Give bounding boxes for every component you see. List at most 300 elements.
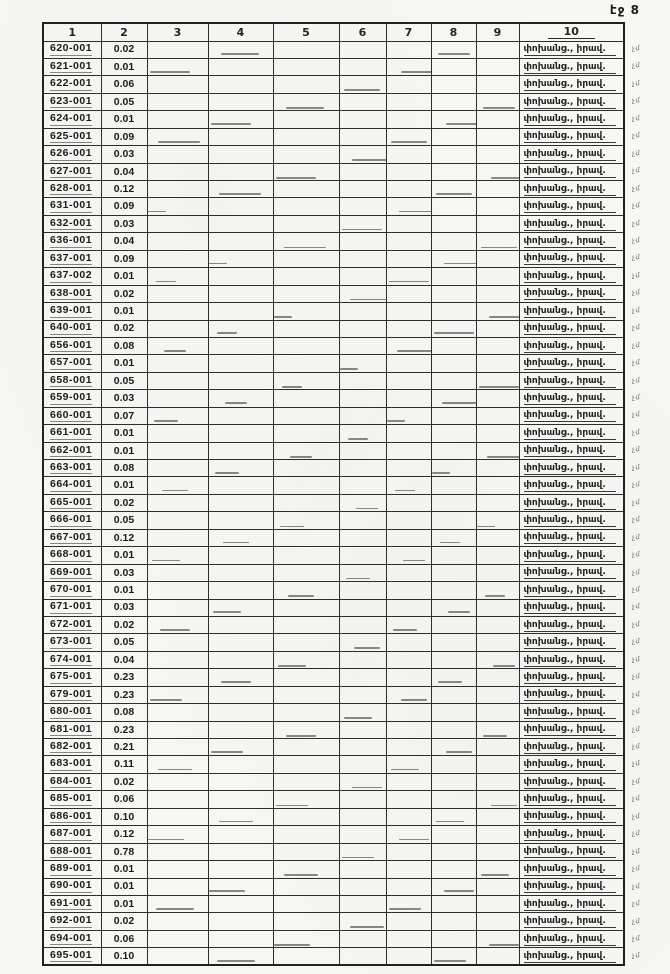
value-text: 0.04 [113, 235, 135, 248]
empty-cell [386, 512, 431, 529]
transfer-right-cell [519, 721, 624, 738]
empty-cell [208, 808, 273, 825]
empty-cell [339, 372, 386, 389]
empty-cell [273, 442, 339, 459]
row-id-cell [43, 843, 101, 860]
empty-cell [208, 76, 273, 93]
value-text: 0.08 [113, 706, 135, 719]
empty-cell [431, 721, 476, 738]
column-header-label: 10 [548, 26, 595, 39]
empty-cell [339, 529, 386, 546]
column-header-8 [431, 23, 476, 41]
scan-artifact-dash [401, 71, 432, 73]
margin-note: չմ [631, 183, 641, 193]
row-id-text: 668-001 [50, 548, 93, 561]
scan-artifact-dash [160, 629, 190, 631]
empty-cell [339, 564, 386, 581]
table-row [43, 634, 624, 651]
row-id-cell [43, 634, 101, 651]
empty-cell [386, 843, 431, 860]
column-header-label: 1 [68, 25, 77, 39]
empty-cell [208, 233, 273, 250]
empty-cell [273, 181, 339, 198]
value-cell [101, 547, 147, 564]
empty-cell [208, 913, 273, 930]
margin-note: չմ [631, 148, 641, 158]
value-text: 0.04 [113, 165, 135, 178]
margin-note: չմ [631, 846, 641, 856]
table-row [43, 390, 624, 407]
empty-cell [386, 93, 431, 110]
value-text: 0.03 [113, 148, 135, 161]
empty-cell [476, 773, 519, 790]
value-text: 0.10 [113, 949, 135, 962]
row-id-cell [43, 111, 101, 128]
empty-cell [147, 477, 208, 494]
transfer-right-text: փոխանց., իրավ. [524, 758, 616, 771]
empty-cell [386, 268, 431, 285]
row-id-cell [43, 477, 101, 494]
row-id-cell [43, 181, 101, 198]
row-id-cell [43, 791, 101, 808]
empty-cell [147, 442, 208, 459]
table-row [43, 355, 624, 372]
scan-artifact-dash [215, 472, 239, 474]
row-id-text: 688-001 [50, 844, 93, 857]
scan-artifact-dash [438, 53, 470, 55]
transfer-right-cell [519, 58, 624, 75]
margin-note: չմ [631, 288, 641, 297]
empty-cell [476, 529, 519, 546]
empty-cell [273, 739, 339, 756]
value-text: 0.02 [113, 43, 135, 56]
empty-cell [147, 686, 208, 703]
empty-cell [208, 303, 273, 320]
empty-cell [273, 320, 339, 337]
value-text: 0.01 [113, 427, 135, 440]
empty-cell [431, 686, 476, 703]
scan-artifact-dash [346, 578, 370, 580]
scan-artifact-dash [276, 177, 316, 179]
margin-note: չմ [631, 462, 641, 472]
empty-cell [339, 320, 386, 337]
empty-cell [431, 93, 476, 110]
empty-cell [273, 285, 339, 302]
scan-artifact-dash [438, 681, 462, 683]
column-header-1 [43, 23, 101, 41]
margin-note: չմ [631, 393, 641, 402]
empty-cell [476, 268, 519, 285]
empty-cell [386, 181, 431, 198]
empty-cell [339, 512, 386, 529]
empty-cell [147, 41, 208, 58]
empty-cell [208, 41, 273, 58]
margin-note: չմ [631, 707, 641, 716]
empty-cell [386, 146, 431, 163]
empty-cell [273, 268, 339, 285]
value-text: 0.03 [113, 392, 135, 405]
transfer-right-cell [519, 390, 624, 407]
empty-cell [339, 303, 386, 320]
value-text: 0.01 [113, 880, 135, 893]
empty-cell [431, 146, 476, 163]
value-cell [101, 686, 147, 703]
table-row [43, 198, 624, 215]
transfer-right-cell [519, 616, 624, 633]
empty-cell [386, 564, 431, 581]
scan-artifact-dash [444, 890, 474, 892]
empty-cell [147, 460, 208, 477]
empty-cell [476, 477, 519, 494]
empty-cell [476, 181, 519, 198]
value-cell [101, 76, 147, 93]
scan-artifact-dash [491, 805, 517, 807]
empty-cell [431, 930, 476, 947]
empty-cell [273, 773, 339, 790]
row-id-cell [43, 721, 101, 738]
margin-note: չմ [631, 637, 641, 646]
scan-artifact-dash [156, 908, 194, 910]
column-header-4 [208, 23, 273, 41]
empty-cell [339, 215, 386, 232]
empty-cell [208, 146, 273, 163]
empty-cell [147, 512, 208, 529]
value-cell [101, 651, 147, 668]
empty-cell [476, 913, 519, 930]
transfer-right-cell [519, 791, 624, 808]
empty-cell [339, 41, 386, 58]
transfer-right-cell [519, 76, 624, 93]
empty-cell [147, 599, 208, 616]
value-cell [101, 721, 147, 738]
margin-note: չմ [631, 550, 641, 559]
scan-artifact-dash [342, 857, 374, 859]
empty-cell [339, 808, 386, 825]
value-text: 0.01 [113, 863, 135, 876]
empty-cell [147, 808, 208, 825]
empty-cell [147, 861, 208, 878]
transfer-right-cell [519, 878, 624, 895]
scan-artifact-dash [399, 211, 432, 213]
margin-note: չմ [631, 79, 641, 88]
scan-artifact-dash [352, 787, 382, 789]
empty-cell [476, 128, 519, 145]
value-text: 0.07 [113, 409, 135, 422]
margin-note: չմ [631, 236, 641, 245]
empty-cell [476, 250, 519, 267]
row-id-text: 666-001 [50, 513, 93, 526]
empty-cell [147, 773, 208, 790]
transfer-right-text: փոխանց., իրավ. [524, 392, 616, 405]
empty-cell [431, 460, 476, 477]
value-cell [101, 582, 147, 599]
scan-artifact-dash [401, 699, 427, 701]
column-header-2 [101, 23, 147, 41]
empty-cell [273, 861, 339, 878]
empty-cell [147, 337, 208, 354]
transfer-right-text: փոխանց., իրավ. [524, 793, 616, 806]
transfer-right-cell [519, 355, 624, 372]
empty-cell [431, 58, 476, 75]
transfer-right-text: փոխանց., իրավ. [524, 741, 616, 754]
empty-cell [339, 843, 386, 860]
transfer-right-cell [519, 930, 624, 947]
row-id-cell [43, 651, 101, 668]
empty-cell [273, 564, 339, 581]
empty-cell [476, 721, 519, 738]
table-row [43, 529, 624, 546]
empty-cell [208, 337, 273, 354]
empty-cell [386, 704, 431, 721]
empty-cell [147, 198, 208, 215]
value-cell [101, 163, 147, 180]
transfer-right-cell [519, 686, 624, 703]
table-row [43, 215, 624, 232]
empty-cell [147, 878, 208, 895]
empty-cell [339, 651, 386, 668]
scan-artifact-dash [487, 456, 520, 458]
value-cell [101, 826, 147, 843]
scan-artifact-dash [154, 420, 178, 422]
empty-cell [431, 739, 476, 756]
row-id-text: 626-001 [50, 147, 93, 160]
transfer-right-text: փոխանց., իրավ. [524, 497, 616, 510]
empty-cell [431, 861, 476, 878]
empty-cell [273, 390, 339, 407]
empty-cell [147, 756, 208, 773]
transfer-right-cell [519, 425, 624, 442]
value-cell [101, 512, 147, 529]
empty-cell [339, 878, 386, 895]
empty-cell [208, 704, 273, 721]
empty-cell [431, 163, 476, 180]
empty-cell [208, 268, 273, 285]
margin-note: չմ [631, 742, 641, 751]
table-row [43, 599, 624, 616]
empty-cell [431, 582, 476, 599]
value-cell [101, 355, 147, 372]
scan-artifact-dash [481, 247, 517, 249]
value-cell [101, 407, 147, 424]
empty-cell [147, 843, 208, 860]
empty-cell [431, 250, 476, 267]
scan-artifact-dash [481, 874, 509, 876]
empty-cell [386, 686, 431, 703]
value-text: 0.01 [113, 60, 135, 73]
table-row [43, 233, 624, 250]
row-id-text: 667-001 [50, 530, 93, 543]
column-header-label: 5 [302, 25, 310, 39]
value-text: 0.02 [113, 496, 135, 509]
empty-cell [431, 233, 476, 250]
transfer-right-text: փոխանց., իրավ. [524, 880, 616, 893]
empty-cell [431, 494, 476, 511]
margin-note: չմ [631, 410, 641, 419]
empty-cell [208, 843, 273, 860]
margin-note: չմ [631, 201, 641, 210]
column-header-10 [519, 23, 624, 41]
empty-cell [386, 669, 431, 686]
empty-cell [273, 930, 339, 947]
value-text: 0.02 [113, 287, 135, 300]
margin-note: չմ [631, 166, 641, 175]
row-id-text: 691-001 [50, 896, 93, 909]
transfer-right-text: փոխանց., իրավ. [524, 462, 616, 475]
value-cell [101, 250, 147, 267]
margin-note: չմ [631, 654, 641, 664]
empty-cell [476, 425, 519, 442]
row-id-cell [43, 564, 101, 581]
scan-artifact-dash [162, 490, 188, 492]
table-row [43, 773, 624, 790]
transfer-right-cell [519, 808, 624, 825]
empty-cell [208, 739, 273, 756]
empty-cell [339, 494, 386, 511]
empty-cell [476, 111, 519, 128]
row-id-cell [43, 425, 101, 442]
empty-cell [208, 651, 273, 668]
empty-cell [386, 878, 431, 895]
empty-cell [386, 721, 431, 738]
value-text: 0.03 [113, 217, 135, 230]
empty-cell [339, 599, 386, 616]
empty-cell [208, 460, 273, 477]
empty-cell [339, 128, 386, 145]
margin-note: չմ [631, 358, 641, 367]
empty-cell [147, 704, 208, 721]
value-text: 0.01 [113, 113, 135, 126]
empty-cell [476, 634, 519, 651]
empty-cell [476, 146, 519, 163]
value-cell [101, 634, 147, 651]
empty-cell [208, 616, 273, 633]
table-row [43, 930, 624, 947]
empty-cell [476, 494, 519, 511]
scan-artifact-dash [489, 944, 519, 946]
value-cell [101, 878, 147, 895]
value-text: 0.01 [113, 444, 135, 457]
empty-cell [431, 547, 476, 564]
empty-cell [147, 407, 208, 424]
empty-cell [431, 651, 476, 668]
empty-cell [147, 355, 208, 372]
margin-note: չմ [631, 480, 641, 489]
empty-cell [386, 930, 431, 947]
value-text: 0.78 [113, 845, 135, 858]
margin-note: չմ [631, 218, 641, 227]
empty-cell [147, 651, 208, 668]
empty-cell [339, 686, 386, 703]
value-cell [101, 739, 147, 756]
empty-cell [208, 529, 273, 546]
empty-cell [339, 826, 386, 843]
empty-cell [273, 337, 339, 354]
value-cell [101, 843, 147, 860]
empty-cell [476, 41, 519, 58]
table-row [43, 372, 624, 389]
row-id-cell [43, 616, 101, 633]
table-row [43, 704, 624, 721]
empty-cell [339, 355, 386, 372]
scan-artifact-dash [150, 699, 182, 701]
empty-cell [386, 739, 431, 756]
empty-cell [431, 843, 476, 860]
transfer-right-text: փոխանց., իրավ. [524, 706, 616, 719]
transfer-right-text: փոխանց., իրավ. [524, 165, 616, 178]
empty-cell [476, 320, 519, 337]
value-text: 0.05 [113, 514, 135, 527]
empty-cell [386, 494, 431, 511]
row-id-cell [43, 58, 101, 75]
empty-cell [386, 826, 431, 843]
transfer-right-cell [519, 651, 624, 668]
margin-note: չմ [631, 777, 641, 786]
value-text: 0.08 [113, 339, 135, 352]
value-text: 0.02 [113, 618, 135, 631]
scan-artifact-dash [148, 211, 166, 213]
row-id-text: 675-001 [50, 670, 93, 683]
empty-cell [208, 285, 273, 302]
empty-cell [208, 826, 273, 843]
empty-cell [273, 895, 339, 912]
empty-cell [147, 425, 208, 442]
value-text: 0.21 [113, 740, 135, 753]
empty-cell [339, 547, 386, 564]
margin-note: չմ [631, 375, 641, 385]
empty-cell [147, 303, 208, 320]
scan-artifact-dash [217, 960, 255, 962]
transfer-right-text: փոխանց., իրավ. [524, 427, 616, 440]
value-text: 0.05 [113, 95, 135, 108]
empty-cell [386, 651, 431, 668]
table-row [43, 163, 624, 180]
transfer-right-text: փոխանց., իրավ. [524, 96, 616, 109]
empty-cell [339, 250, 386, 267]
empty-cell [476, 599, 519, 616]
value-text: 0.01 [113, 270, 135, 283]
transfer-right-text: փոխանց., իրավ. [524, 270, 616, 283]
row-id-cell [43, 146, 101, 163]
margin-note: չմ [631, 271, 641, 280]
scan-artifact-dash [221, 681, 251, 683]
table-row [43, 582, 624, 599]
scan-artifact-dash [448, 611, 470, 613]
empty-cell [273, 111, 339, 128]
table-row [43, 58, 624, 75]
scan-artifact-dash [274, 316, 292, 318]
empty-cell [386, 233, 431, 250]
row-id-text: 685-001 [50, 792, 93, 805]
empty-cell [147, 529, 208, 546]
row-id-cell [43, 669, 101, 686]
transfer-right-text: փոխանց., իրավ. [524, 671, 616, 684]
empty-cell [476, 739, 519, 756]
empty-cell [476, 58, 519, 75]
margin-note: չմ [631, 567, 641, 576]
empty-cell [208, 582, 273, 599]
transfer-right-cell [519, 250, 624, 267]
margin-note: չմ [631, 934, 641, 943]
margin-note: չմ [631, 689, 641, 699]
empty-cell [147, 111, 208, 128]
row-id-cell [43, 547, 101, 564]
row-id-cell [43, 878, 101, 895]
transfer-right-cell [519, 233, 624, 250]
row-id-text: 640-001 [50, 321, 93, 334]
scan-artifact-dash [446, 123, 477, 125]
empty-cell [476, 651, 519, 668]
value-cell [101, 895, 147, 912]
